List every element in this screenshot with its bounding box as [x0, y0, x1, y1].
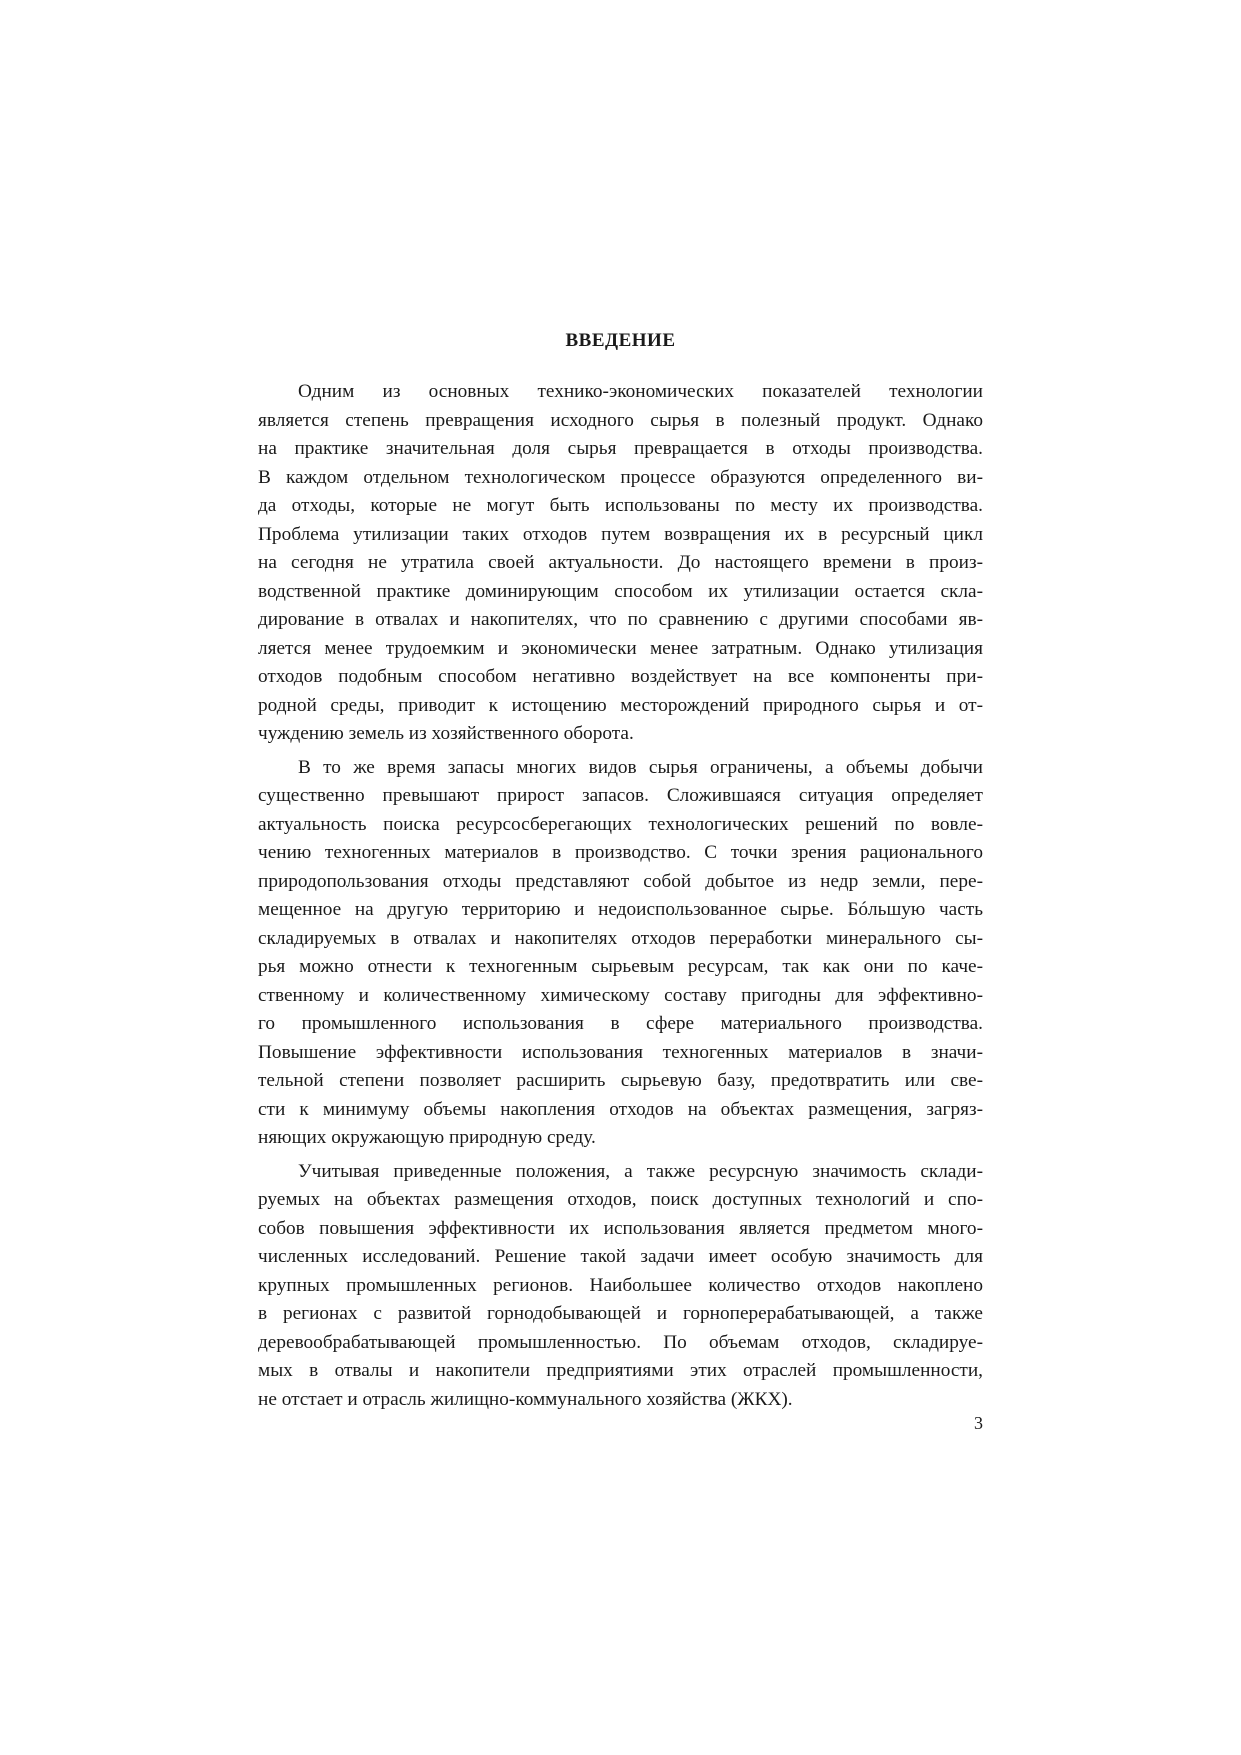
text-line: в регионах с развитой горнодобывающей и горноперерабатывающей, а также [258, 1303, 983, 1324]
body-text [258, 378, 983, 1414]
text-line: руемых на объектах размещения отходов, поиск доступных технологий и спо- [258, 1189, 983, 1210]
text-line: чуждению земель из хозяйственного оборота. [258, 723, 634, 744]
text-line: собов повышения эффективности их использования является предметом много- [258, 1217, 983, 1239]
text-line: няющих окружающую природную среду. [258, 1127, 596, 1148]
text-line: ственному и количественному химическому составу пригодны для эффективно- [258, 984, 983, 1006]
text-line: родной среды, приводит к истощению месторождений природного сырья и от- [258, 694, 983, 716]
text-line: является степень превращения исходного сырья в полезный продукт. Однако [258, 409, 983, 431]
text-line: Проблема утилизации таких отходов путем возвращения их в ресурсный цикл [258, 523, 983, 545]
text-line: чению техногенных материалов в производство. С точки зрения рационального [258, 842, 983, 863]
page-number: 3 [974, 1413, 983, 1433]
text-line: тельной степени позволяет расширить сырьевую базу, предотвратить или све- [258, 1070, 983, 1091]
text-line: Учитывая приведенные положения, а также ресурсную значимость склади- [298, 1160, 983, 1182]
text-line: В каждом отдельном технологическом процессе образуются определенного ви- [258, 466, 983, 488]
text-line: да отходы, которые не могут быть использованы по месту их производства. [258, 495, 983, 516]
text-line: Повышение эффективности использования техногенных материалов в значи- [258, 1041, 983, 1063]
paragraph-2 [258, 754, 983, 1153]
paragraph-3 [258, 1158, 983, 1415]
text-line: на сегодня не утратила своей актуальности. До настоящего времени в произ- [258, 552, 983, 573]
text-line: существенно превышают прирост запасов. Сложившаяся ситуация определяет [258, 785, 983, 806]
text-line: складируемых в отвалах и накопителях отходов переработки минерального сы- [258, 927, 983, 949]
text-line: водственной практике доминирующим способом их утилизации остается скла- [258, 580, 983, 602]
text-line: сти к минимуму объемы накопления отходов на объектах размещения, загряз- [258, 1098, 983, 1120]
text-line: дирование в отвалах и накопителях, что по сравнению с другими способами яв- [258, 609, 983, 630]
paragraph-1 [258, 378, 983, 749]
text-line: на практике значительная доля сырья превращается в отходы производства. [258, 438, 983, 459]
text-line: Одним из основных технико-экономических показателей технологии [298, 381, 983, 402]
text-line: деревообрабатывающей промышленностью. По объемам отходов, складируе- [258, 1331, 983, 1353]
section-heading: ВВЕДЕНИЕ [565, 330, 676, 351]
text-line: мых в отвалы и накопители предприятиями этих отраслей промышленности, [258, 1360, 983, 1381]
text-line: ляется менее трудоемким и экономически менее затратным. Однако утилизация [258, 637, 983, 659]
text-line: не отстает и отрасль жилищно-коммунального хозяйства (ЖКХ). [258, 1388, 793, 1410]
text-line: численных исследований. Решение такой задачи имеет особую значимость для [258, 1246, 983, 1267]
text-line: мещенное на другую территорию и недоиспользованное сырье. Бóльшую часть [258, 899, 983, 920]
text-line: крупных промышленных регионов. Наибольшее количество отходов накоплено [258, 1274, 983, 1296]
text-line: актуальность поиска ресурсосберегающих технологических решений по вовле- [258, 813, 983, 835]
text-line: отходов подобным способом негативно воздействует на все компоненты при- [258, 666, 983, 687]
text-line: природопользования отходы представляют собой добытое из недр земли, пере- [258, 870, 983, 892]
text-line: го промышленного использования в сфере материального производства. [258, 1013, 983, 1034]
text-line: В то же время запасы многих видов сырья ограничены, а объемы добычи [298, 756, 983, 778]
text-line: рья можно отнести к техногенным сырьевым ресурсам, так как они по каче- [258, 956, 983, 977]
